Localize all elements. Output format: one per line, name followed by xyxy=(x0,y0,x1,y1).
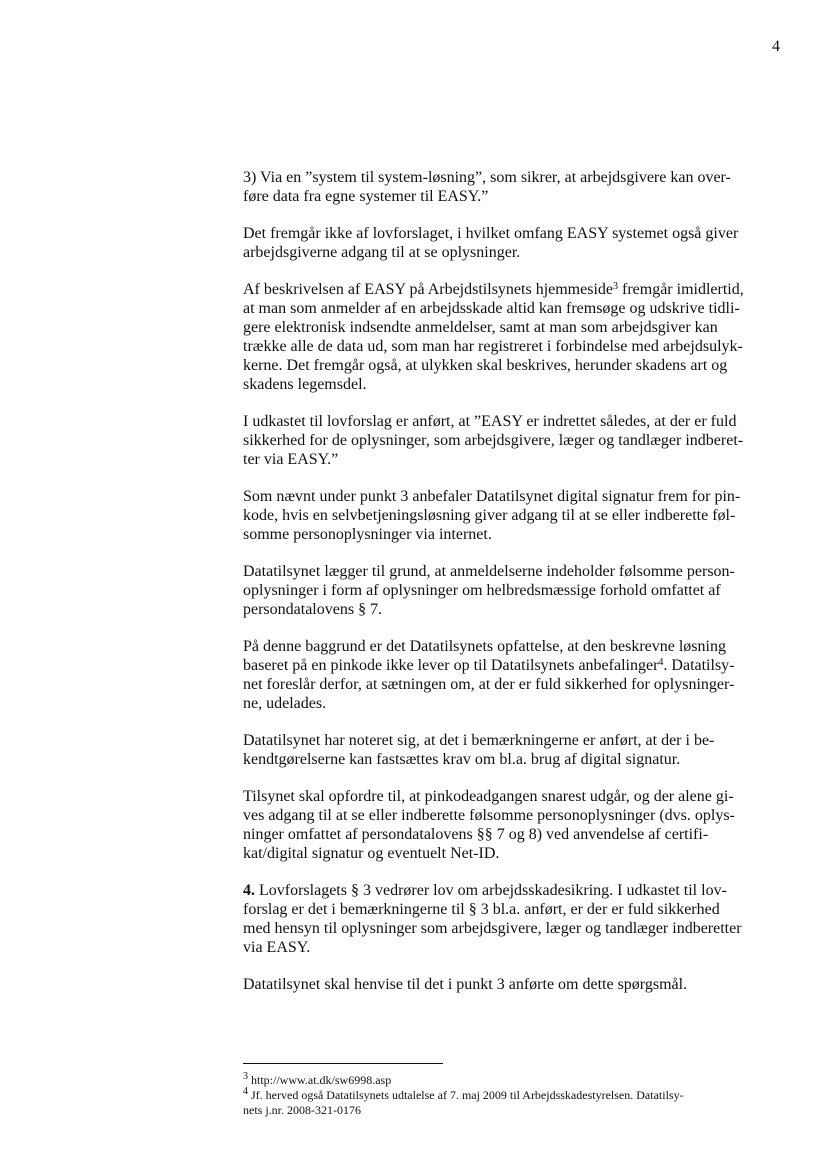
text-line: 4. Lovforslagets § 3 vedrører lov om arbejdsskadesikring. I udkastet til lov- xyxy=(243,882,727,899)
paragraph-8 xyxy=(243,731,768,769)
paragraph-9 xyxy=(243,787,768,863)
text-line: ter via EASY.” xyxy=(243,451,339,468)
text-line: ves adgang til at se eller indberette følsomme personoplysninger (dvs. oplys- xyxy=(243,807,735,824)
text-line: kerne. Det fremgår også, at ulykken skal beskrives, herunder skadens art og xyxy=(243,357,728,374)
text-line: arbejdsgiverne adgang til at se oplysninger. xyxy=(243,244,521,261)
paragraph-11 xyxy=(243,975,768,994)
text-line: kat/digital signatur og eventuelt Net-ID. xyxy=(243,845,500,862)
footnote-ref-3[interactable]: 3 xyxy=(613,281,618,292)
paragraph-4 xyxy=(243,412,768,469)
text-line: Datatilsynet skal henvise til det i punkt 3 anførte om dette spørgsmål. xyxy=(243,976,688,993)
text-line: Datatilsynet har noteret sig, at det i bemærkningerne er anført, at der i be- xyxy=(243,732,715,749)
text-line: På denne baggrund er det Datatilsynets opfattelse, at den beskrevne løsning xyxy=(243,638,726,655)
paragraph-1 xyxy=(243,168,768,206)
letter-body xyxy=(243,168,768,1012)
footnote-3: $^3$ http://www.at.dk/sw6998.asp xyxy=(243,1071,392,1087)
text-line: I udkastet til lovforslag er anført, at ”EASY er indrettet således, at der er fuld xyxy=(243,413,737,430)
page-number: 4 xyxy=(772,38,780,55)
text-line: oplysninger i form af oplysninger om helbredsmæssige forhold omfattet af xyxy=(243,582,721,599)
footnote-4: $^4$ Jf. herved også Datatilsynets udtalelse af 7. maj 2009 til Arbejdsskadestyrelsen. Datatilsy- xyxy=(243,1086,684,1102)
text-line: gere elektronisk indsendte anmeldelser, samt at man som arbejdsgiver kan xyxy=(243,319,718,336)
text-line: Af beskrivelsen af EASY på Arbejdstilsynets hjemmeside$^3$ fremgår imidlertid, xyxy=(243,281,744,298)
text-line: Datatilsynet lægger til grund, at anmeldelserne indeholder følsomme person- xyxy=(243,563,735,580)
text-line: ne, udelades. xyxy=(243,695,327,712)
paragraph-5 xyxy=(243,487,768,544)
footnote-ref-4[interactable]: 4 xyxy=(658,657,664,668)
footnote-4-cont: nets j.nr. 2008-321-0176 xyxy=(243,1103,361,1117)
text-line: føre data fra egne systemer til EASY.” xyxy=(243,188,489,205)
section-number: 4. xyxy=(243,882,255,899)
text-line: skadens legemsdel. xyxy=(243,376,367,393)
text-line: baseret på en pinkode ikke lever op til Datatilsynets anbefalinger$^4$. Datatilsy- xyxy=(243,657,735,674)
text-line: Som nævnt under punkt 3 anbefaler Datatilsynet digital signatur frem for pin- xyxy=(243,488,741,505)
paragraph-6 xyxy=(243,562,768,619)
footnotes xyxy=(243,1073,768,1118)
text-line: net foreslår derfor, at sætningen om, at der er fuld sikkerhed for oplysninger- xyxy=(243,676,735,693)
text-line: med hensyn til oplysninger som arbejdsgivere, læger og tandlæger indberetter xyxy=(243,920,742,937)
text-line: forslag er det i bemærkningerne til § 3 bl.a. anført, er der er fuld sikkerhed xyxy=(243,901,720,918)
text-line: Tilsynet skal opfordre til, at pinkodeadgangen snarest udgår, og der alene gi- xyxy=(243,788,734,805)
paragraph-3 xyxy=(243,280,768,394)
text-line: kode, hvis en selvbetjeningsløsning giver adgang til at se eller indberette føl- xyxy=(243,507,736,524)
text-line: persondatalovens § 7. xyxy=(243,601,383,618)
paragraph-10 xyxy=(243,881,768,957)
text-line: kendtgørelserne kan fastsættes krav om bl.a. brug af digital signatur. xyxy=(243,751,681,768)
text-line: at man som anmelder af en arbejdsskade altid kan fremsøge og udskrive tidli- xyxy=(243,300,740,317)
text-line: Det fremgår ikke af lovforslaget, i hvilket omfang EASY systemet også giver xyxy=(243,225,739,242)
text-line: sikkerhed for de oplysninger, som arbejdsgivere, læger og tandlæger indberet- xyxy=(243,432,744,449)
footnote-divider xyxy=(243,1063,443,1064)
paragraph-7 xyxy=(243,637,768,713)
text-line: 3) Via en ”system til system-løsning”, som sikrer, at arbejdsgivere kan over- xyxy=(243,169,731,186)
text-line: somme personoplysninger via internet. xyxy=(243,526,492,543)
text-line: ninger omfattet af persondatalovens §§ 7 og 8) ved anvendelse af certifi- xyxy=(243,826,709,843)
text-line: via EASY. xyxy=(243,939,311,956)
paragraph-2 xyxy=(243,224,768,262)
footnote-3-link[interactable]: http://www.at.dk/sw6998.asp xyxy=(248,1073,392,1087)
text-line: trække alle de data ud, som man har registreret i forbindelse med arbejdsulyk- xyxy=(243,338,743,355)
